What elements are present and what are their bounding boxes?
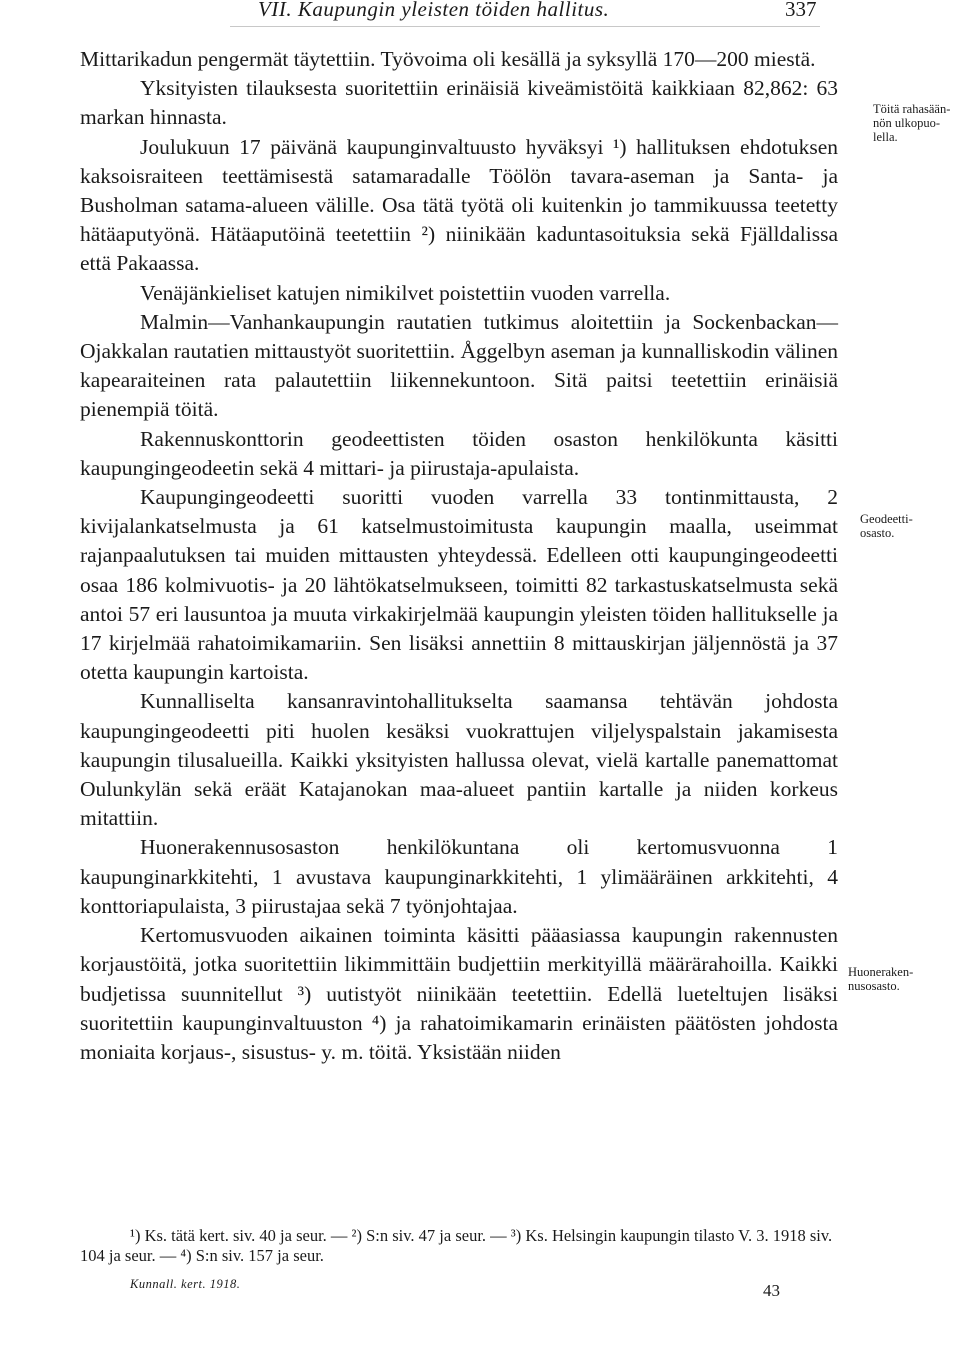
paragraph: Joulukuun 17 päivänä kaupunginvaltuusto hyväksyi ¹) hallituksen ehdotuksen kaksoisraiteen teettämisestä satamaradalle Töölön tavara-aseman ja Santa- ja Busholman satama-alueen välille. Osa tätä työtä oli kuitenkin jo tammikuussa teetetty hätäaputyönä. Hätäaputöinä teetettiin ²) niinikään kaduntasoituksia sekä Fjälldalissa että Pakaassa. <box>80 134 838 276</box>
paragraph: Rakennuskonttorin geodeettisten töiden osaston henkilökunta käsitti kaupungingeodeetin sekä 4 mittari- ja piirustaja-apulaista. <box>80 426 838 480</box>
page-header <box>0 0 960 30</box>
signature-number: 43 <box>763 1281 780 1300</box>
margin-note: Töitä rahasään- nön ulkopuo- lella. <box>873 102 951 144</box>
margin-note: Huoneraken- nusosasto. <box>848 965 914 993</box>
paragraph: Malmin—Vanhankaupungin rautatien tutkimus aloitettiin ja Sockenbackan—Ojakkalan rautatien mittaustyöt suoritettiin. Åggelbyn aseman ja kunnalliskodin välinen kapearaiteinen rata palautettiin liikennekuntoon. Sitä paitsi teetettiin erinäisiä pienempiä töitä. <box>80 309 838 422</box>
running-title: VII. Kaupungin yleisten töiden hallitus. <box>258 0 610 21</box>
paragraph: Kaupungingeodeetti suoritti vuoden varrella 33 tontinmittausta, 2 kivijalankatselmusta ja 61 katselmustoimitusta kaupungin maalla, useimmat rajanpaalutuksen tai muiden mittausten yhteydessä. Edelleen otti kaupungingeodeetti osaa 186 kolmivuotis- ja 20 lähtökatselmukseen, toimitti 82 tarkastuskatselmusta sekä antoi 57 eri lausuntoa ja muuta virkakirjelmää kaupungin yleisten töiden hallitukselle ja 17 kirjelmää rahatoimikamariin. Sen lisäksi annettiin 8 mittauskirjan jäljennöstä ja 37 otetta kaupungin kartoista. <box>80 485 838 685</box>
paragraph: Kertomusvuoden aikainen toiminta käsitti pääasiassa kaupungin rakennusten korjaustöitä, jotka suoritettiin likimmittäin budjettiin merkityillä määrärahoilla. Kaikki budjetissa suunnitellut ³) uutistyöt niinikään teetettiin. Edellä lueteltujen lisäksi suoritettiin kaupunginvaltuuston ⁴) ja rahatoimikamarin erinäisten päätösten johdosta moniaita korjaus-, sisustus- y. m. töitä. Yksistään niiden <box>80 923 838 1064</box>
page-number: 337 <box>785 0 817 21</box>
paragraph: Kunnalliselta kansanravintohallitukselta saamansa tehtävän johdosta kaupungingeodeetti piti huolen kesäksi vuokrattujen viljelyspalstain jakamisesta kaupungin tilusalueilla. Kaikki yksityisten hallussa olevat, vielä kartalle panemattomat Oulunkylän sekä eräät Katajanokan maa-alueet pantiin kartalle ja niiden korkeus mitattiin. <box>80 689 838 831</box>
footer-imprint: Kunnall. kert. 1918. <box>130 1277 241 1291</box>
margin-note: Geodeetti- osasto. <box>860 512 913 540</box>
paragraph: Yksityisten tilauksesta suoritettiin erinäisiä kiveämistöitä kaikkiaan 82,862: 63 markan hinnasta. <box>80 76 838 130</box>
paragraph: Huonerakennusosaston henkilökuntana oli kertomusvuonna 1 kaupunginarkkitehti, 1 avustava kaupunginarkkitehti, 1 ylimääräinen arkkitehti, 4 konttoriapulaista, 3 piirustajaa sekä 7 työnjohtajaa. <box>80 835 838 918</box>
header-rule <box>230 26 820 27</box>
footnotes <box>80 1226 840 1266</box>
paragraph: Mittarikadun pengermät täytettiin. Työvoima oli kesällä ja syksyllä 170—200 miestä. <box>80 47 816 71</box>
paragraph: Venäjänkieliset katujen nimikilvet poistettiin vuoden varrella. <box>140 280 671 305</box>
body-text <box>80 45 838 1067</box>
footnote: ¹) Ks. tätä kert. siv. 40 ja seur. — ²) S:n siv. 47 ja seur. — ³) Ks. Helsingin kaupungin tilasto V. 3. 1918 siv. 104 ja seur. — ⁴) S:n siv. 157 ja seur. <box>80 1226 833 1265</box>
